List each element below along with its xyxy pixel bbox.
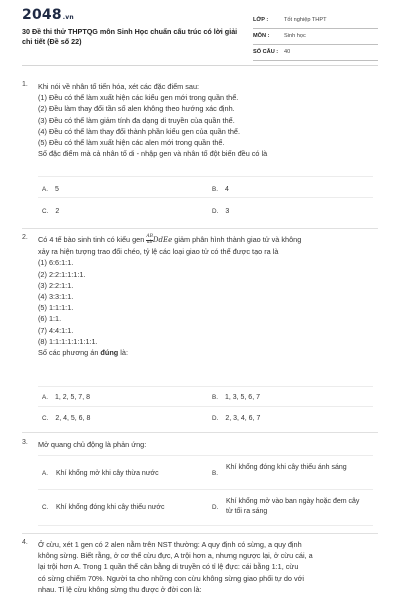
question-line-end: giảm phân hình thành giao tử và không	[174, 235, 302, 244]
option-b[interactable]	[212, 394, 260, 401]
meta-value: 40	[284, 49, 291, 55]
options-divider	[38, 406, 373, 407]
meta-value: Tốt nghiệp THPT	[284, 17, 327, 23]
question-text	[38, 439, 373, 450]
option-text: Khí khổng mở vào ban ngày hoặc đem cây từ tối ra sáng	[226, 498, 360, 515]
option-letter: A.	[42, 470, 48, 477]
question-line: xảy ra hiện tượng trao đổi chéo, tỷ lệ các loại giao tử có thể được tạo ra là	[38, 247, 279, 257]
options-divider	[38, 197, 373, 198]
question-3	[22, 439, 378, 529]
option-b[interactable]	[212, 463, 372, 485]
option-a[interactable]	[42, 469, 202, 481]
ratio-item: (2) 2:2:1:1:1:1.	[38, 269, 86, 279]
option-text: 3	[225, 208, 230, 215]
question-line: (4) Đều có thể làm thay đổi thành phần kiểu gen của quần thể.	[38, 126, 241, 136]
ratio-item: (5) 1:1:1:1.	[38, 303, 74, 313]
meta-row-count	[253, 45, 378, 61]
meta-label: SỐ CÂU :	[253, 49, 279, 55]
ask-text: Số các phương án	[38, 348, 99, 358]
meta-row-class	[253, 13, 378, 29]
question-line-start: Có 4 tế bào sinh tinh có kiểu gen	[38, 235, 145, 244]
ratio-item: (6) 1:1.	[38, 314, 62, 324]
option-text: Khí khổng đóng khi cây thiếu nước	[56, 504, 165, 511]
question-2	[22, 234, 378, 424]
meta-value: Sinh học	[284, 33, 306, 39]
option-letter: A.	[42, 186, 48, 193]
ratio-item: (1) 6:6:1:1.	[38, 258, 74, 268]
question-line: không sừng. Biết rằng, ở cơ thể cừu đực, A trội hơn a, nhưng ngược lại, ở cừu cái, a	[38, 551, 313, 561]
options-divider	[38, 525, 373, 526]
document-meta	[253, 13, 378, 61]
option-a[interactable]	[42, 394, 90, 401]
options-divider	[38, 489, 373, 490]
option-b[interactable]	[212, 186, 229, 193]
option-c[interactable]	[42, 503, 202, 515]
logo-text: 2048	[22, 7, 62, 23]
option-text: 1, 2, 5, 7, 8	[54, 394, 90, 401]
option-letter: C.	[42, 415, 49, 422]
question-line: (1) Đều có thể làm xuất hiện các kiểu gen mới trong quần thể.	[38, 93, 239, 103]
option-letter: C.	[42, 504, 49, 511]
option-a[interactable]	[42, 186, 59, 193]
option-text: 2, 4, 5, 6, 8	[55, 415, 91, 422]
option-text: Khí khổng mở khi cây thừa nước	[56, 470, 159, 477]
option-d[interactable]	[212, 415, 260, 422]
option-text: 4	[224, 186, 229, 193]
question-line: Khi nói về nhân tố tiến hóa, xét các đặc điểm sau:	[38, 82, 200, 91]
options-divider	[38, 386, 373, 387]
question-1	[22, 81, 378, 221]
question-number: 3.	[22, 439, 28, 446]
option-d[interactable]	[212, 208, 229, 215]
option-letter: B.	[212, 470, 218, 477]
ask-text-end: là:	[120, 348, 129, 358]
question-line: có sừng chiếm 70%. Người ta cho những con cừu không sừng giao phối tự do với	[38, 573, 305, 583]
option-letter: B.	[212, 394, 218, 401]
option-text: 2, 3, 4, 6, 7	[225, 415, 261, 422]
question-separator	[22, 228, 378, 229]
meta-label: MÔN :	[253, 33, 270, 39]
question-line: lại trội hơn A. Trong 1 quần thể cân bằng di truyền có tỉ lệ đực: cái bằng 1:1, cừu	[38, 562, 299, 572]
document-title: 30 Đề thi thử THPTQG môn Sinh Học chuẩn cấu trúc có lời giải chi tiết (Đề số 22)	[22, 27, 238, 46]
option-letter: D.	[212, 504, 219, 511]
option-letter: D.	[212, 208, 219, 215]
fraction-top: AB	[146, 234, 153, 240]
question-line: (2) Đều làm thay đổi tần số alen không theo hướng xác định.	[38, 104, 235, 114]
meta-row-subject	[253, 29, 378, 45]
option-d[interactable]	[212, 497, 372, 519]
option-letter: C.	[42, 208, 49, 215]
logo-suffix: .vn	[62, 14, 74, 21]
question-line: (5) Đều có thể làm xuất hiện các alen mới trong quần thể.	[38, 138, 225, 148]
option-letter: A.	[42, 394, 48, 401]
header-divider	[22, 65, 378, 66]
option-c[interactable]	[42, 415, 90, 422]
question-number: 4.	[22, 539, 28, 546]
option-text: 1, 3, 5, 6, 7	[224, 394, 260, 401]
document-header	[0, 0, 400, 62]
ratio-item: (3) 2:2:1:1.	[38, 280, 74, 290]
question-separator	[22, 432, 378, 433]
options-divider	[38, 455, 373, 456]
question-line: Số đặc điểm mà cả nhân tố di - nhập gen và nhân tố đột biến đều có là	[38, 149, 268, 159]
meta-label: LỚP :	[253, 17, 269, 23]
option-text: 2	[55, 208, 60, 215]
site-logo[interactable]	[22, 7, 74, 23]
question-text	[38, 234, 373, 358]
question-line: Ở cừu, xét 1 gen có 2 alen nằm trên NST thường: A quy định có sừng, a quy định	[38, 540, 302, 549]
option-c[interactable]	[42, 208, 59, 215]
question-line	[38, 234, 373, 246]
question-line: (3) Đều có thể làm giảm tính đa dạng di truyền của quần thể.	[38, 115, 235, 125]
ratio-item: (4) 3:3:1:1.	[38, 292, 74, 302]
fraction-bottom: ab	[146, 239, 153, 245]
question-number: 1.	[22, 81, 28, 88]
option-letter: D.	[212, 415, 219, 422]
question-4	[22, 539, 378, 599]
option-letter: B.	[212, 186, 218, 193]
ratio-item: (7) 4:4:1:1.	[38, 325, 74, 335]
question-text	[38, 539, 373, 595]
option-text: 5	[54, 186, 59, 193]
genotype: DdEe	[152, 236, 173, 244]
question-separator	[22, 533, 378, 534]
question-text	[38, 81, 373, 159]
options-divider	[38, 176, 373, 177]
question-number: 2.	[22, 234, 28, 241]
question-line: Mở quang chủ động là phản ứng:	[38, 440, 147, 449]
ask-emphasis: đúng	[100, 348, 119, 358]
option-text: Khí khổng đóng khi cây thiếu ánh sáng	[226, 464, 347, 471]
question-ask	[38, 347, 373, 358]
question-line: nhau. Tỉ lệ cừu không sừng thu được ở đời con là:	[38, 584, 202, 594]
ratio-item: (8) 1:1:1:1:1:1:1:1.	[38, 336, 98, 346]
